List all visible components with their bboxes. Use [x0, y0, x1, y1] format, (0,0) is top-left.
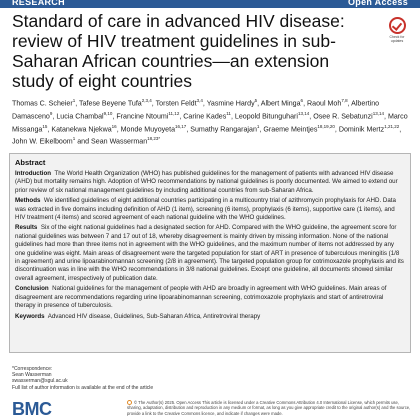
section-label-keywords: Keywords — [15, 312, 45, 320]
section-label-results: Results — [15, 224, 38, 232]
check-for-updates-caption: Check for updates — [389, 35, 405, 43]
section-label-introduction: Introduction — [15, 170, 52, 177]
check-icon — [389, 17, 406, 34]
correspondence-email[interactable]: swasserman@sgul.ac.uk — [12, 378, 68, 385]
bmc-logo: BMC — [12, 399, 52, 419]
abstract-methods — [15, 197, 405, 222]
conclusion-text: National guidelines for the management of people with AHD are broadly in agreement with WHO guidelines. Main areas of disagreement are recommendations regarding urine lipoarabinomannan screening, cotrimoxazole prophylaxis and start of antiretroviral therapy in presence of tuberculosis. — [15, 285, 387, 310]
section-label: RESEARCH — [12, 0, 65, 7]
keywords-text: Advanced HIV disease, Guidelines, Sub-Saharan Africa, Antiretroviral therapy — [47, 312, 261, 320]
correspondence-block — [12, 366, 153, 391]
abstract-conclusion — [15, 285, 405, 310]
article-title: Standard of care in advanced HIV disease: review of HIV treatment guidelines in sub-Saharan African countries—an extension study of eight countries — [12, 11, 345, 91]
section-label-methods: Methods — [15, 197, 41, 205]
check-for-updates-badge[interactable] — [386, 17, 408, 43]
correspondence-label: *Correspondence: — [12, 366, 53, 372]
methods-text: We identified guidelines of eight additional countries participating in a multicountry trial of azithromycin prophylaxis for AHD. Data was extracted in five domains including definition of AHD (1 item), screening (6 items), prophylaxis (6 items), supportive care (1 items), and HIV treatment (4 items) and scored agreement of each national guideline with the WHO guidelines. — [15, 197, 396, 222]
abstract-results — [15, 224, 405, 283]
results-text: Six of the eight national guidelines had a designated section for AHD. Compared with the WHO guideline, the agreement score for national guidelines was between 7 and 17 out of 18, whereby disagreement is mainly driven by missing information. None of the national guidelines had more than three items not in agreement with the WHO guidelines, and the maximum number of items not addressed by any one guideline was eight. Main areas of disagreement were the targeted population for start of ART in presence of tuberculous meningitis (1/8 in agreement) and urine lipoarabinomannan screening (2/8 in agreement). The targeted population group for cotrimoxazole prophylaxis and its discontinuation was in line with the WHO recommendations in 3/8 national guidelines. Except one guideline, all documents showed similar overall agreement, irrespectively of publication date. — [15, 224, 404, 282]
author-list: Thomas C. Scheier$^1$, Tafese Beyene Tufa$^{2,3,4}$, Torsten Feldt$^{3,4}$, Yasmine Hardy$^5$, Albert Minga$^6$, Raoul Moh$^{7,8}$, Albertino Damasceno$^9$, Lucia Chambal$^{9,10}$, Francine Ntoumi$^{11,12}$, Carine Kades$^{11}$, Leopold Bitunguhari$^{13,14}$, Osee R. Sebatunzi$^{13,14}$, Marco Missanga$^{15}$, Katanekwa Njekwa$^{16}$, Monde Muyoyeta$^{16,17}$, Sumathy Rangarajan$^1$, Graeme Meintjes$^{18,19,20}$, Dominik Mertz$^{1,21,22}$, John W. Eikelboom$^1$ and Sean Wasserman$^{18,23*}$ — [12, 98, 408, 146]
abstract-keywords — [15, 313, 405, 321]
correspondence-name: Sean Wasserman — [12, 372, 52, 379]
abstract-introduction — [15, 170, 405, 195]
license-statement — [127, 400, 412, 416]
open-access-label: Open Access — [348, 0, 408, 7]
introduction-text: The World Health Organization (WHO) has published guidelines for the management of patients with advanced HIV disease (AHD) but mortality remains high. Adoption of WHO recommendations by national guidelines is poorly documented. We aimed to extend our prior review of six national management guidelines by including additional countries from sub-Saharan Africa. — [15, 170, 398, 194]
license-text: © The Author(s) 2025. Open Access This article is licensed under a Creative Commons Attribution 4.0 International License, which permits use, sharing, adaptation, distribution and reproduction in any medium or format, as long as you give appropriate credit to the original author(s) and the source, provide a link to the Creative Commons licence, and indicate if changes were made. — [127, 400, 411, 416]
publisher-logo — [12, 400, 60, 418]
abstract-heading: Abstract — [15, 158, 46, 167]
correspondence-note: Full list of author information is available at the end of the article — [12, 384, 154, 391]
section-label-conclusion: Conclusion — [15, 285, 49, 293]
abstract-box — [9, 153, 411, 353]
article-type-bar — [0, 0, 420, 8]
